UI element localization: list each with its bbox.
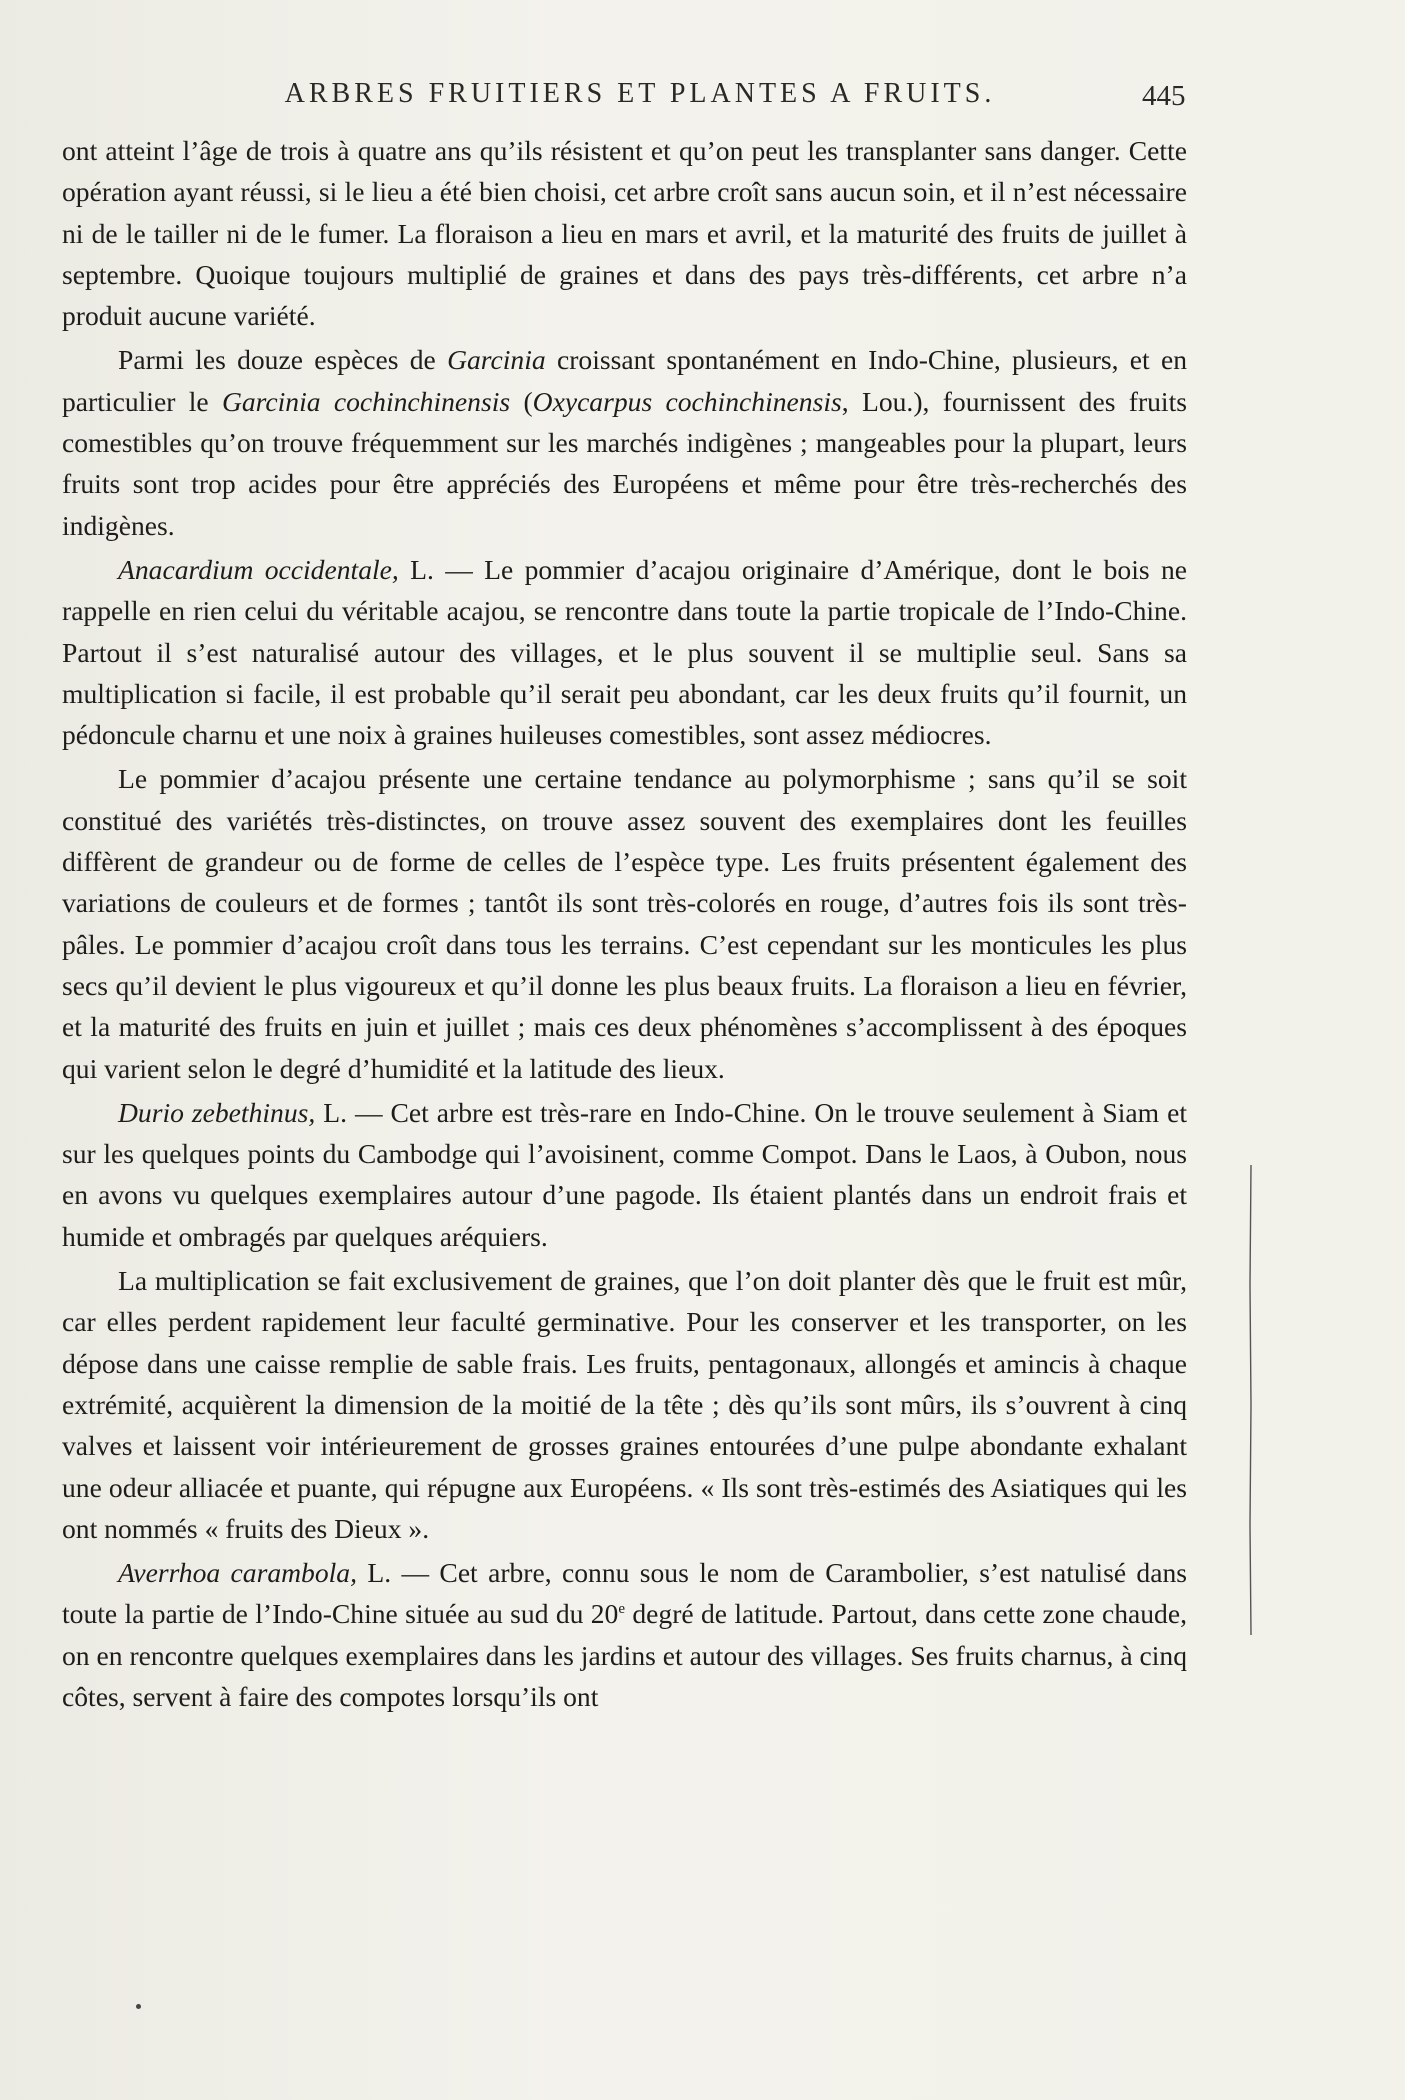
paragraph-anacardium [62, 549, 1187, 755]
paragraph-durio [62, 1092, 1187, 1257]
running-title: ARBRES FRUITIERS ET PLANTES A FRUITS. [284, 78, 996, 109]
paragraph-continuation: ont atteint l’âge de trois à quatre ans qu’ils résistent et qu’on peut les transplanter sans danger. Cette opération ayant réussi, si le lieu a été bien choisi, cet arbre croît sans aucun soin, et il n’est nécessaire ni de le tailler ni de le fumer. La floraison a lieu en mars et avril, et la maturité des fruits de juillet à septembre. Quoique toujours multiplié de graines et dans des pays très-différents, cet arbre n’a produit aucune variété. [62, 135, 1187, 332]
species-name: Garcinia cochinchinensis [221, 385, 511, 417]
text-run: croissant spontanément en Indo-Chine, plusieurs, et en particulier le [62, 344, 1188, 417]
synonym-name: Oxycarpus cochinchinensis [532, 385, 842, 417]
text-run: L. — Cet arbre est très-rare en Indo-Chine. On le trouve seulement à Siam et sur les quelques points du Cambodge qui l’avoisinent, comme Compot. Dans le Laos, à Oubon, nous en avons vu quelques exemplaires autour d’une pagode. Ils étaient plantés dans un endroit frais et humide et ombragés par quelques aréquiers. [62, 1096, 1187, 1252]
paragraph-garcinia [62, 339, 1187, 545]
text-run: L. — Cet arbre, connu sous le nom de Carambolier, s’est natulisé dans toute la partie de l’Indo-Chine située au sud du 20 [62, 1557, 1187, 1630]
page-header [0, 78, 1405, 118]
superscript: e [618, 1601, 626, 1618]
body-text [62, 130, 1187, 1717]
species-name: Durio zebethinus, [118, 1096, 316, 1128]
text-run: , Lou.), fournissent des fruits comestibles qu’on trouve fréquemment sur les marchés indigènes ; mangeables pour la plupart, leurs fruits sont trop acides pour être appréciés des Européens et même pour être très-recherchés des indigènes. [62, 385, 1188, 541]
text-run: ( [510, 385, 533, 417]
paragraph-durio-multiplication: La multiplication se fait exclusivement de graines, que l’on doit planter dès que le fruit est mûr, car elles perdent rapidement leur faculté germinative. Pour les conserver et les transporter, on les dépose dans une caisse remplie de sable frais. Les fruits, pentagonaux, allongés et amincis à chaque extrémité, acquièrent la dimension de la moitié de la tête ; dès qu’ils sont mûrs, ils s’ouvrent à cinq valves et laissent voir intérieurement de grosses graines entourées d’une pulpe abondante exhalant une odeur alliacée et puante, qui répugne aux Européens. « Ils sont très-estimés des Asiatiques qui les ont nommés « fruits des Dieux ». [62, 1265, 1187, 1544]
stray-mark [136, 2004, 141, 2009]
species-name: Anacardium occidentale, [118, 553, 399, 585]
margin-pencil-mark [1248, 1165, 1252, 1635]
page-number: 445 [1142, 80, 1186, 112]
paragraph-averrhoa [62, 1552, 1187, 1717]
text-run: Parmi les douze espèces de [118, 344, 448, 376]
genus-name: Garcinia [447, 344, 546, 376]
text-run: L. — Le pommier d’acajou originaire d’Amérique, dont le bois ne rappelle en rien celui du véritable acajou, se rencontre dans toute la partie tropicale de l’Indo-Chine. Partout il s’est naturalisé autour des villages, et le plus souvent il se multiplie seul. Sans sa multiplication si facile, il est probable qu’il serait peu abondant, car les deux fruits qu’il fournit, un pédoncule charnu et une noix à graines huileuses comestibles, sont assez médiocres. [62, 553, 1187, 751]
species-name: Averrhoa carambola, [118, 1557, 358, 1589]
text-run: degré de latitude. Partout, dans cette zone chaude, on en rencontre quelques exemplaires dans les jardins et autour des villages. Ses fruits charnus, à cinq côtes, servent à faire des compotes lorsqu’ils ont [62, 1598, 1188, 1712]
paragraph-acajou-polymorphisme: Le pommier d’acajou présente une certaine tendance au polymorphisme ; sans qu’il se soit constitué des variétés très-distinctes, on trouve assez souvent des exemplaires dont les feuilles diffèrent de grandeur ou de forme de celles de l’espèce type. Les fruits présentent également des variations de couleurs et de formes ; tantôt ils sont très-colorés en rouge, d’autres fois ils sont très-pâles. Le pommier d’acajou croît dans tous les terrains. C’est cependant sur les monticules les plus secs qu’il devient le plus vigoureux et qu’il donne les plus beaux fruits. La floraison a lieu en février, et la maturité des fruits en juin et juillet ; mais ces deux phénomènes s’accomplissent à des époques qui varient selon le degré d’humidité et la latitude des lieux. [62, 763, 1187, 1084]
